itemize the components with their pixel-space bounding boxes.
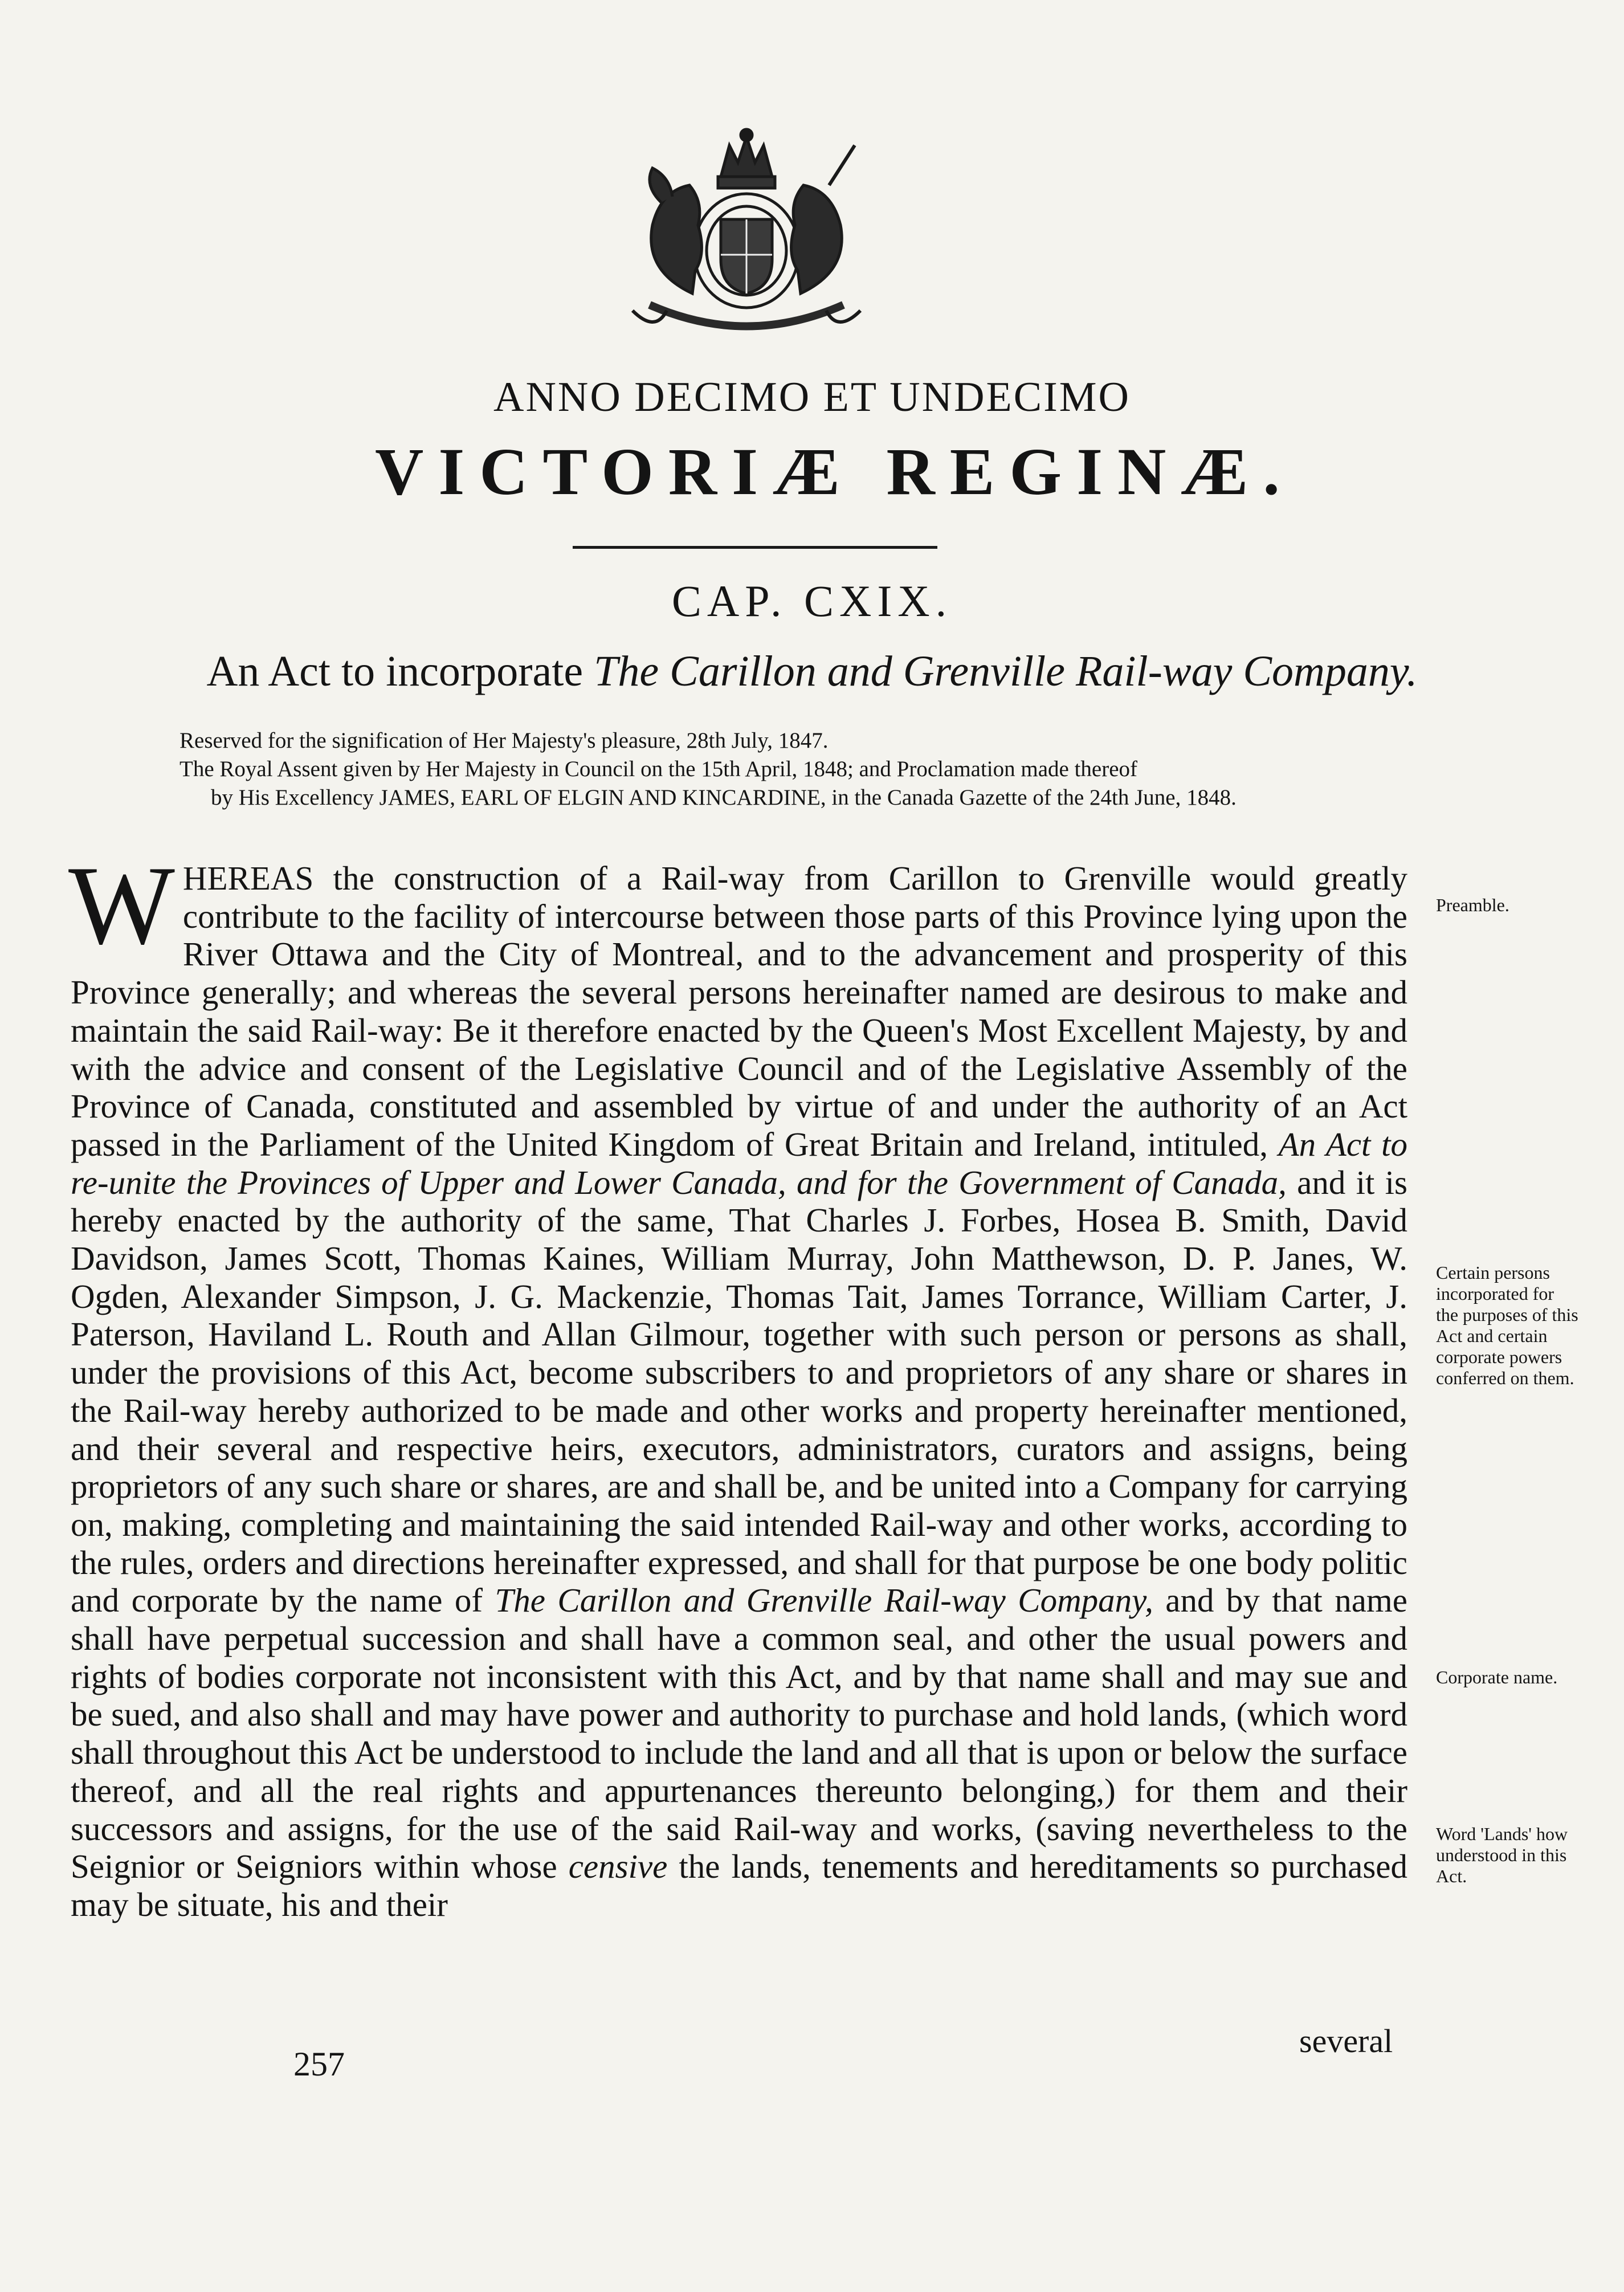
body-part-1: HEREAS the construction of a Rail-way from Carillon to Grenville would greatly contribute to the facility of intercourse between those parts of this Province lying upon the River Ottawa and the City of Montreal, and to the advancement and prosperity of this Province generally; and whereas the several persons hereinafter named are desirous to make and maintain the said Rail-way: Be it therefore enacted by the Queen's Most Excellent Majesty, by and with the advice and consent of the Legislative Council and of the Legislative Assembly of the Province of Canada, constituted and assembled by virtue of and under the authority of an Act passed in the Parliament of the United Kingdom of Great Britain and Ireland, intituled, xyxy=(71,859,1407,1163)
regnal-year-heading: ANNO DECIMO ET UNDECIMO xyxy=(493,374,1131,421)
chapter-number: CAP. CXIX. xyxy=(671,576,953,626)
assent-note-line1: The Royal Assent given by Her Majesty in Council on the 15th April, 1848; and Proclamation made thereof xyxy=(179,757,1138,781)
reserved-note: Reserved for the signification of Her Majesty's pleasure, 28th July, 1847. xyxy=(179,728,829,753)
act-title-company: The Carillon and Grenville Rail-way Company. xyxy=(594,647,1418,695)
body-italic-company-name: The Carillon and Grenville Rail-way Company, xyxy=(495,1581,1153,1620)
margin-note-word-lands: Word 'Lands' how understood in this Act. xyxy=(1436,1824,1568,1886)
act-title xyxy=(0,647,1624,696)
body-part-3: and by that name shall have perpetual succession and shall have a common seal, and other the usual powers and rights of bodies corporate not inconsistent with this Act, and by that name shall and may sue and be sued, and also shall and may have power and authority to purchase and hold lands, (which word shall throughout this Act be understood to include the land and all that is upon or below the surface thereof, and all the real rights and appurtenances thereunto belonging,) for them and their successors and assigns, for the use of the said Rail-way and works, (saving nevertheless to the Seignior or Seigniors within whose xyxy=(71,1581,1407,1886)
title-divider xyxy=(573,546,937,549)
act-body-text xyxy=(68,843,1408,1924)
margin-note-preamble: Preamble. xyxy=(1436,895,1509,915)
catchword: several xyxy=(1299,2022,1393,2059)
act-title-prefix: An Act to incorporate xyxy=(206,647,594,695)
regnal-title: VICTORIÆ REGINÆ. xyxy=(375,434,1295,509)
body-italic-act-reference: An Act to re-unite the Provinces of Upper and Lower Canada, and for the Government of Canada, xyxy=(71,1125,1408,1201)
margin-note-certain-persons: Certain persons incorporated for the purposes of this Act and certain corporate powers conferred on them. xyxy=(1436,1262,1578,1388)
body-part-4: the lands, tenements and hereditaments so purchased may be situate, his and their xyxy=(71,1848,1407,1923)
assent-note-line2: by His Excellency JAMES, EARL OF ELGIN AND KINCARDINE, in the Canada Gazette of the 24th June, 1848. xyxy=(211,785,1237,810)
body-part-2: and it is hereby enacted by the authority of the same, That Charles J. Forbes, Hosea B. Smith, David Davidson, James Scott, Thomas Kaines, William Murray, John Matthewson, D. P. Janes, W. Ogden, Alexander Simpson, J. G. Mackenzie, Thomas Tait, James Torrance, William Carter, J. Paterson, Haviland L. Routh and Allan Gilmour, together with such person or persons as shall, under the provisions of this Act, become subscribers to and proprietors of any share or shares in the Rail-way hereby authorized to be made and other works and property hereinafter mentioned, and their several and respective heirs, executors, administrators, curators and assigns, being proprietors of any such share or shares, are and shall be, and be united into a Company for carrying on, making, completing and maintaining the said intended Rail-way and other works, according to the rules, orders and directions hereinafter expressed, and shall for that purpose be one body politic and corporate by the name of xyxy=(71,1163,1407,1620)
royal-coat-of-arms-emblem xyxy=(576,123,917,350)
body-italic-censive: censive xyxy=(568,1848,668,1886)
assent-notes xyxy=(179,727,1462,812)
drop-cap: W xyxy=(68,843,175,968)
margin-note-corporate-name: Corporate name. xyxy=(1436,1667,1558,1687)
page-number: 257 xyxy=(293,2045,345,2083)
